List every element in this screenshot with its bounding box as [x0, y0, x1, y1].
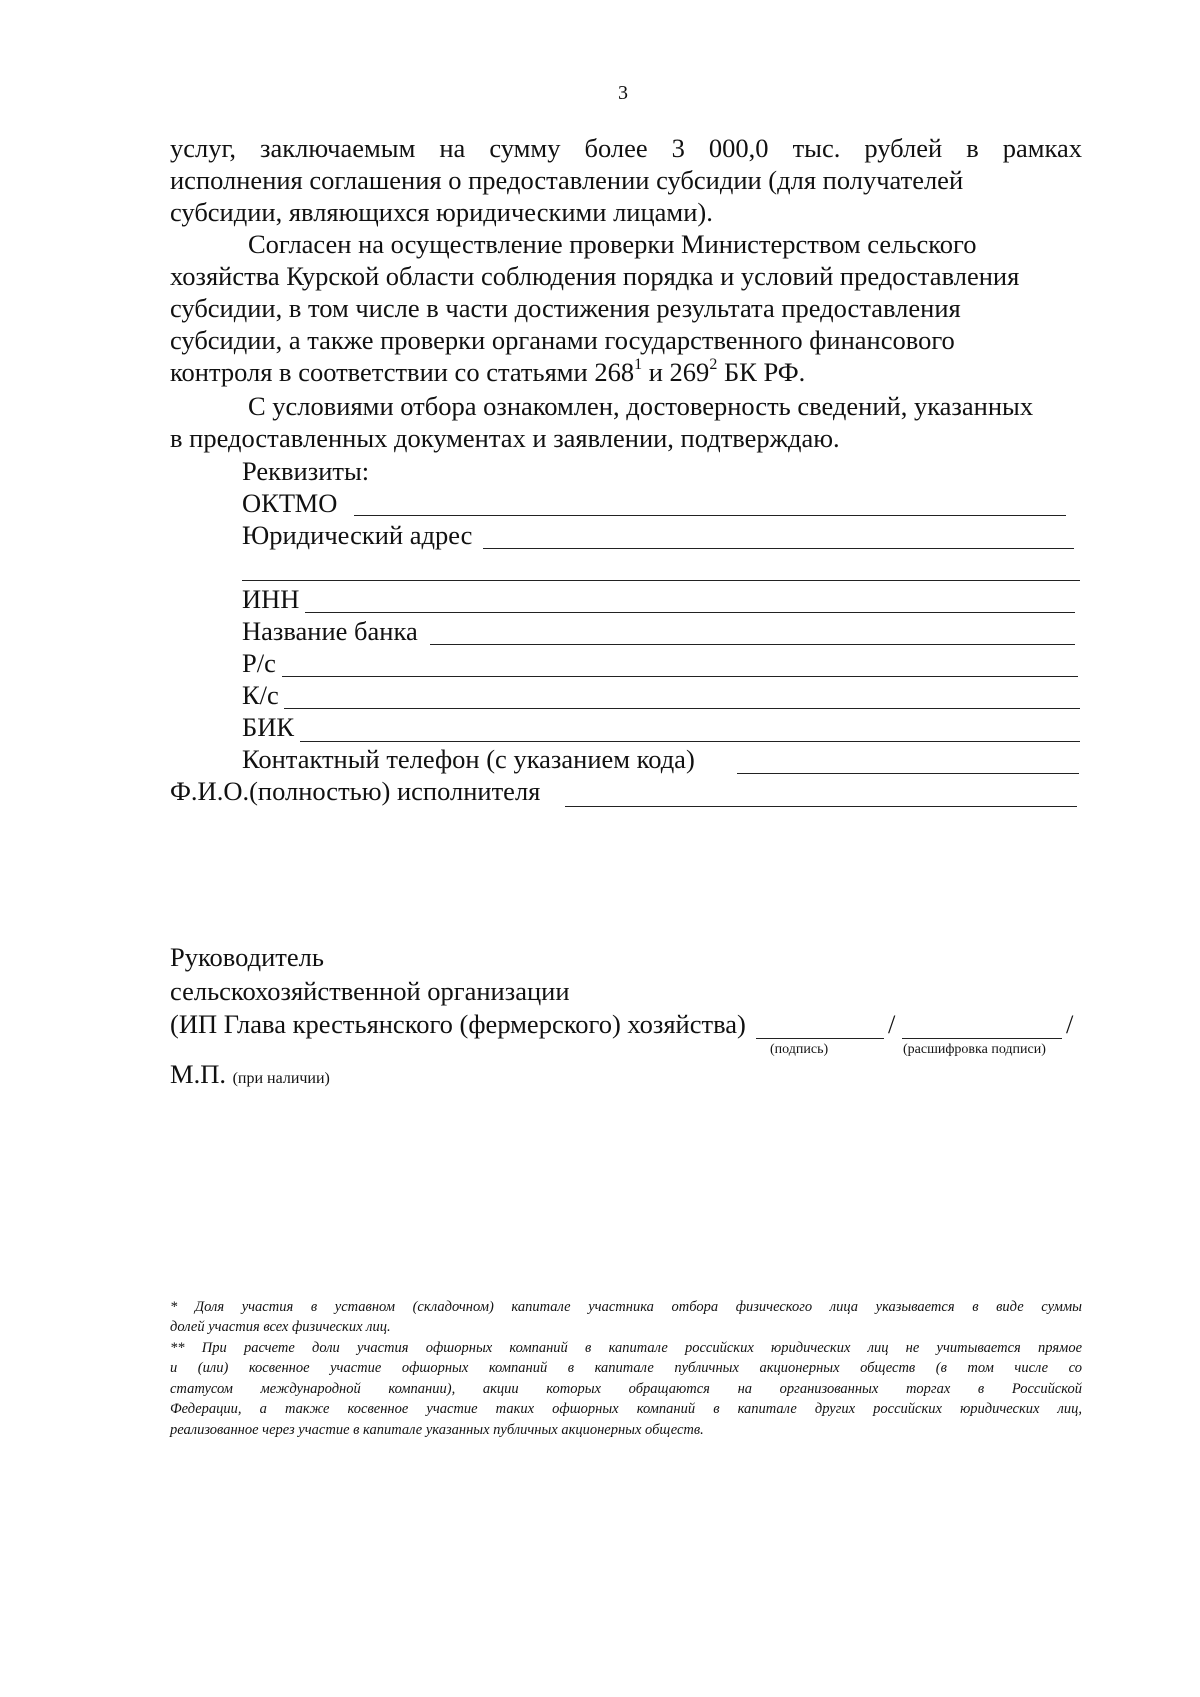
requisites-heading: Реквизиты:	[242, 456, 370, 486]
corr-account-label: К/с	[242, 680, 279, 710]
decoding-caption: (расшифровка подписи)	[903, 1042, 1046, 1057]
corr-account-field[interactable]	[284, 708, 1080, 709]
executor-field[interactable]	[565, 806, 1077, 807]
superscript-2: 2	[709, 356, 718, 374]
stamp-note: (при наличии)	[232, 1070, 330, 1087]
footnote-1-line-1: * Доля участия в уставном (складочном) капитале участника отбора физического лица указывается в виде суммы	[170, 1299, 1082, 1315]
footnote-2-line-5: реализованное через участие в капитале указанных публичных акционерных обществ.	[170, 1422, 704, 1438]
body-line-1: услуг, заключаемым на сумму более 3 000,0 тыс. рублей в рамках	[170, 133, 1082, 163]
oktmo-field[interactable]	[354, 515, 1066, 516]
body-line-4: Согласен на осуществление проверки Министерством сельского	[248, 229, 977, 259]
bank-name-field[interactable]	[430, 644, 1075, 645]
oktmo-label: ОКТМО	[242, 488, 338, 518]
signature-title-2: сельскохозяйственной организации	[170, 976, 570, 1006]
bank-name-label: Название банка	[242, 616, 418, 646]
slash-2: /	[1066, 1009, 1074, 1039]
slash-1: /	[888, 1009, 896, 1039]
body-line-8: контроля в соответствии со статьями $268^1$ и $269^2$ БК РФ.	[170, 356, 806, 387]
footnote-2-line-1: ** При расчете доли участия офшорных компаний в капитале российских юридических лиц не учитывается прямое	[170, 1340, 1082, 1356]
body-line-7: субсидии, а также проверки органами государственного финансового	[170, 325, 955, 355]
signature-title-1: Руководитель	[170, 942, 324, 972]
inn-label: ИНН	[242, 584, 300, 614]
stamp-label: М.П. (при наличии)	[170, 1059, 330, 1089]
body-line-6: субсидии, в том числе в части достижения результата предоставления	[170, 293, 961, 323]
signature-title-3: (ИП Глава крестьянского (фермерского) хозяйства)	[170, 1009, 746, 1039]
body-line-9: С условиями отбора ознакомлен, достоверность сведений, указанных	[248, 391, 1034, 421]
phone-label: Контактный телефон (с указанием кода)	[242, 744, 695, 774]
footnote-2-line-3: статусом международной компании), акции которых обращаются на организованных торгах в Российской	[170, 1381, 1082, 1397]
body-line-3: субсидии, являющихся юридическими лицами).	[170, 197, 713, 227]
decoding-field[interactable]	[902, 1038, 1062, 1039]
footnote-2-line-2: и (или) косвенное участие офшорных компаний в капитале публичных акционерных обществ (в том числе со	[170, 1360, 1082, 1376]
legal-address-field[interactable]	[483, 548, 1074, 549]
legal-address-label: Юридический адрес	[242, 520, 473, 550]
page-number: 3	[618, 82, 628, 104]
account-label: Р/с	[242, 648, 276, 678]
body-line-5: хозяйства Курской области соблюдения порядка и условий предоставления	[170, 261, 1020, 291]
signature-field[interactable]	[756, 1038, 884, 1039]
body-line-2: исполнения соглашения о предоставлении субсидии (для получателей	[170, 165, 964, 195]
body-line-10: в предоставленных документах и заявлении, подтверждаю.	[170, 423, 840, 453]
footnote-1-line-2: долей участия всех физических лиц.	[170, 1319, 391, 1335]
executor-label: Ф.И.О.(полностью) исполнителя	[170, 776, 541, 806]
bik-field[interactable]	[300, 741, 1080, 742]
footnote-2-line-4: Федерации, а также косвенное участие таких офшорных компаний в капитале других российских юридических лиц,	[170, 1401, 1082, 1417]
inn-field[interactable]	[305, 612, 1075, 613]
legal-address-field-2[interactable]	[242, 580, 1080, 581]
bik-label: БИК	[242, 712, 295, 742]
signature-caption: (подпись)	[770, 1042, 829, 1057]
phone-field[interactable]	[737, 773, 1079, 774]
account-field[interactable]	[282, 676, 1078, 677]
superscript-1: 1	[634, 356, 643, 374]
